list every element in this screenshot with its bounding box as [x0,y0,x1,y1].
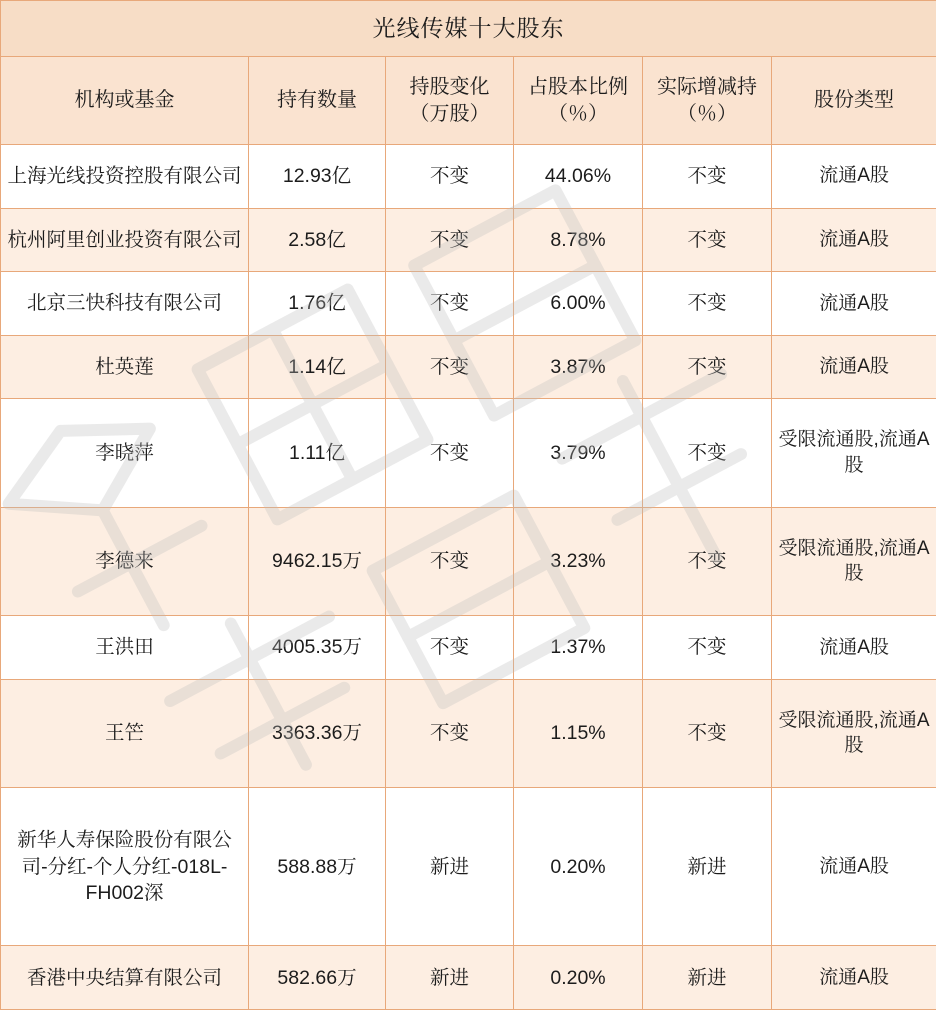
table-row [1,616,936,680]
cell-ratio: 6.00% [514,272,643,336]
cell-ratio: 1.15% [514,679,643,787]
cell-type: 流通A股 [772,335,936,399]
page-title: 光线传媒十大股东 [1,1,936,57]
cell-change: 新进 [386,946,514,1010]
cell-actual: 新进 [643,946,772,1010]
table-row [1,145,936,209]
column-header-change-label: 持股变化 [409,75,490,98]
cell-change: 不变 [386,679,514,787]
table-row [1,507,936,615]
cell-type: 受限流通股,流通A股 [772,507,936,615]
column-header-institution [1,57,249,145]
cell-change: 不变 [386,616,514,680]
column-header-ratio [514,57,643,145]
cell-shares: 582.66万 [249,946,386,1010]
cell-shares: 4005.35万 [249,616,386,680]
cell-institution: 王笀 [1,679,249,787]
cell-change: 不变 [386,208,514,272]
column-header-actual-label: 实际增减持 [657,75,757,98]
cell-shares: 12.93亿 [249,145,386,209]
cell-change: 新进 [386,788,514,946]
column-header-actual [643,57,772,145]
cell-ratio: 44.06% [514,145,643,209]
cell-shares: 1.11亿 [249,399,386,507]
cell-shares: 3363.36万 [249,679,386,787]
cell-actual: 不变 [643,399,772,507]
cell-actual: 不变 [643,208,772,272]
cell-actual: 不变 [643,335,772,399]
table-row [1,679,936,787]
cell-institution: 李德来 [1,507,249,615]
cell-institution: 新华人寿保险股份有限公司-分红-个人分红-018L-FH002深 [1,788,249,946]
table-row [1,335,936,399]
table-row [1,399,936,507]
table-row [1,946,936,1010]
table-header-row [1,57,936,145]
column-header-change-unit: （万股） [409,102,490,125]
cell-ratio: 1.37% [514,616,643,680]
cell-ratio: 3.79% [514,399,643,507]
cell-actual: 不变 [643,507,772,615]
table-row [1,788,936,946]
cell-institution: 王洪田 [1,616,249,680]
cell-type: 受限流通股,流通A股 [772,679,936,787]
cell-shares: 1.76亿 [249,272,386,336]
cell-shares: 9462.15万 [249,507,386,615]
cell-change: 不变 [386,145,514,209]
cell-change: 不变 [386,399,514,507]
cell-institution: 上海光线投资控股有限公司 [1,145,249,209]
cell-ratio: 0.20% [514,788,643,946]
cell-shares: 2.58亿 [249,208,386,272]
table-row [1,272,936,336]
cell-institution: 杜英莲 [1,335,249,399]
cell-institution: 李晓萍 [1,399,249,507]
cell-ratio: 3.87% [514,335,643,399]
column-header-shares [249,57,386,145]
cell-institution: 香港中央结算有限公司 [1,946,249,1010]
table-row [1,208,936,272]
column-header-actual-unit: （％） [677,102,737,125]
cell-institution: 北京三快科技有限公司 [1,272,249,336]
cell-actual: 不变 [643,679,772,787]
cell-ratio: 3.23% [514,507,643,615]
cell-change: 不变 [386,507,514,615]
column-header-type [772,57,936,145]
table-title-row [1,1,936,57]
cell-shares: 1.14亿 [249,335,386,399]
cell-shares: 588.88万 [249,788,386,946]
cell-actual: 不变 [643,272,772,336]
cell-institution: 杭州阿里创业投资有限公司 [1,208,249,272]
cell-type: 受限流通股,流通A股 [772,399,936,507]
column-header-change [386,57,514,145]
cell-ratio: 0.20% [514,946,643,1010]
cell-change: 不变 [386,272,514,336]
cell-type: 流通A股 [772,208,936,272]
cell-type: 流通A股 [772,145,936,209]
cell-type: 流通A股 [772,788,936,946]
cell-ratio: 8.78% [514,208,643,272]
cell-actual: 不变 [643,616,772,680]
cell-type: 流通A股 [772,946,936,1010]
cell-actual: 新进 [643,788,772,946]
cell-type: 流通A股 [772,616,936,680]
column-header-type-label: 股份类型 [814,89,895,111]
column-header-institution-label: 机构或基金 [74,89,175,111]
column-header-ratio-label: 占股本比例 [528,75,628,98]
column-header-shares-label: 持有数量 [277,89,357,111]
cell-change: 不变 [386,335,514,399]
cell-type: 流通A股 [772,272,936,336]
cell-actual: 不变 [643,145,772,209]
column-header-ratio-unit: （％） [548,102,608,125]
